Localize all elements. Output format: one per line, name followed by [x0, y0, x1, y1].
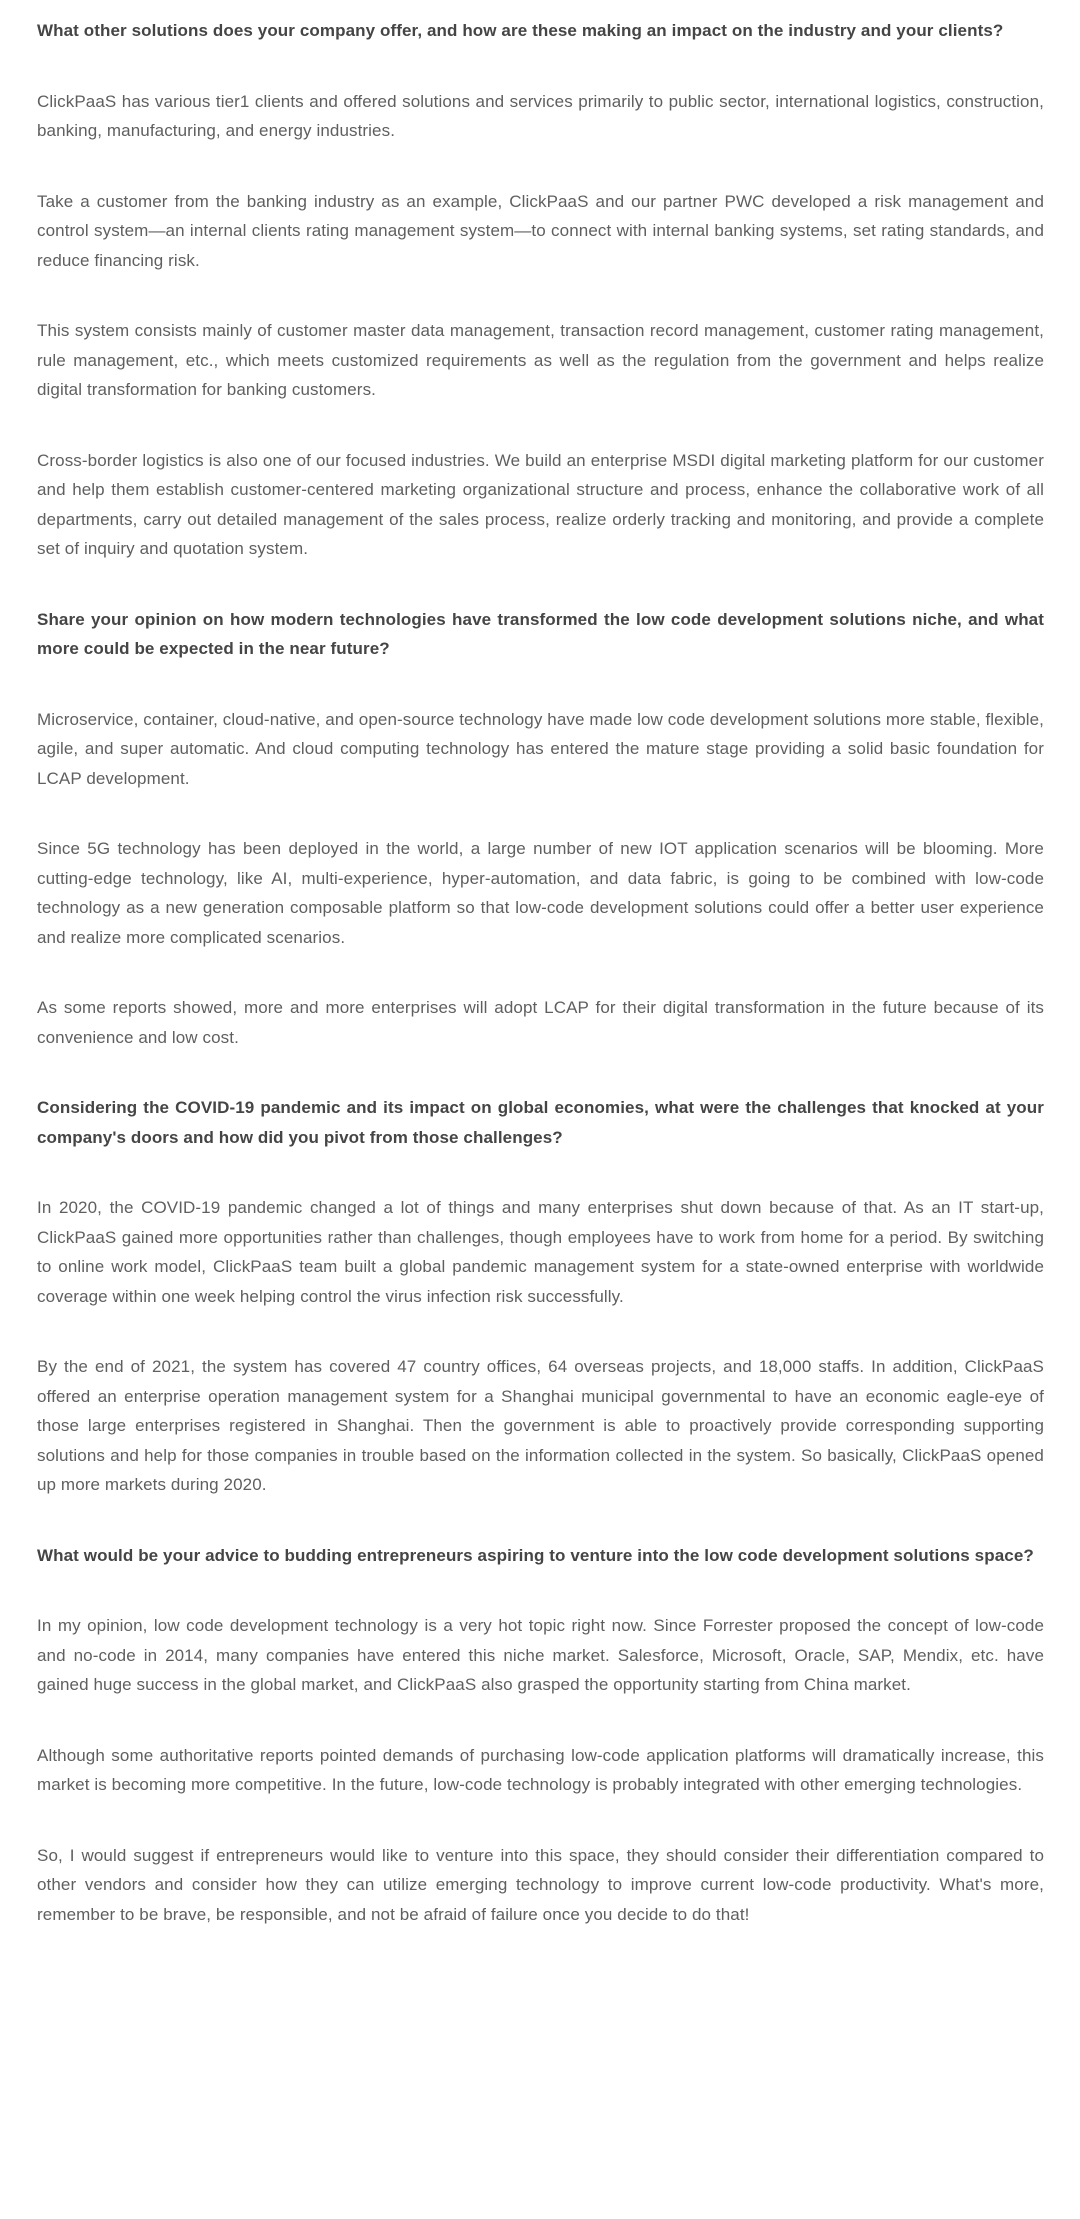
answer-paragraph: So, I would suggest if entrepreneurs would like to venture into this space, they should consider their differentiation compared to other vendors and consider how they can utilize emerging technology to improve current low-code productivity. What's more, remember to be brave, be responsible, and not be afraid of failure once you decide to do that! [37, 1845, 1044, 1924]
question-paragraph: Considering the COVID-19 pandemic and its impact on global economies, what were the challenges that knocked at your company's doors and how did you pivot from those challenges? [37, 1098, 1044, 1147]
article [37, 16, 1044, 1929]
answer-paragraph: Take a customer from the banking industry as an example, ClickPaaS and our partner PWC developed a risk management and control system—an internal clients rating management system—to connect with internal banking systems, set rating standards, and reduce financing risk. [37, 191, 1044, 270]
answer-paragraph: By the end of 2021, the system has covered 47 country offices, 64 overseas projects, and 18,000 staffs. In addition, ClickPaaS offered an enterprise operation management system for a Shanghai municipal governmental to have an economic eagle-eye of those large enterprises registered in Shanghai. Then the government is able to proactively provide corresponding supporting solutions and help for those companies in trouble based on the information collected in the system. So basically, ClickPaaS opened up more markets during 2020. [37, 1357, 1044, 1494]
answer-paragraph: As some reports showed, more and more enterprises will adopt LCAP for their digital transformation in the future because of its convenience and low cost. [37, 998, 1044, 1047]
answer-paragraph: Although some authoritative reports pointed demands of purchasing low-code application platforms will dramatically increase, this market is becoming more competitive. In the future, low-code technology is probably integrated with other emerging technologies. [37, 1745, 1044, 1794]
answer-paragraph: ClickPaaS has various tier1 clients and offered solutions and services primarily to public sector, international logistics, construction, banking, manufacturing, and energy industries. [37, 91, 1044, 140]
answer-paragraph: In my opinion, low code development technology is a very hot topic right now. Since Forrester proposed the concept of low-code and no-code in 2014, many companies have entered this niche market. Salesforce, Microsoft, Oracle, SAP, Mendix, etc. have gained huge success in the global market, and ClickPaaS also grasped the opportunity starting from China market. [37, 1616, 1044, 1694]
question-paragraph: What would be your advice to budding entrepreneurs aspiring to venture into the low code development solutions space? [37, 1545, 1034, 1565]
question-paragraph: Share your opinion on how modern technologies have transformed the low code development solutions niche, and what more could be expected in the near future? [37, 609, 1044, 658]
answer-paragraph: Since 5G technology has been deployed in the world, a large number of new IOT application scenarios will be blooming. More cutting-edge technology, like AI, multi-experience, hyper-automation, and data fabric, is going to be combined with low-code technology as a new generation composable platform so that low-code development solutions could offer a better user experience and realize more complicated scenarios. [37, 839, 1044, 947]
question-paragraph: What other solutions does your company offer, and how are these making an impact on the industry and your clients? [37, 21, 1004, 40]
answer-paragraph: Cross-border logistics is also one of our focused industries. We build an enterprise MSDI digital marketing platform for our customer and help them establish customer-centered marketing organizational structure and process, enhance the collaborative work of all departments, carry out detailed management of the sales process, realize orderly tracking and monitoring, and provide a complete set of inquiry and quotation system. [37, 450, 1044, 558]
answer-paragraph: In 2020, the COVID-19 pandemic changed a lot of things and many enterprises shut down because of that. As an IT start-up, ClickPaaS gained more opportunities rather than challenges, though employees have to work from home for a period. By switching to online work model, ClickPaaS team built a global pandemic management system for a state-owned enterprise with worldwide coverage within one week helping control the virus infection risk successfully. [37, 1198, 1044, 1306]
answer-paragraph: This system consists mainly of customer master data management, transaction record management, customer rating management, rule management, etc., which meets customized requirements as well as the regulation from the government and helps realize digital transformation for banking customers. [37, 321, 1044, 399]
answer-paragraph: Microservice, container, cloud-native, and open-source technology have made low code development solutions more stable, flexible, agile, and super automatic. And cloud computing technology has entered the mature stage providing a solid basic foundation for LCAP development. [37, 709, 1045, 788]
